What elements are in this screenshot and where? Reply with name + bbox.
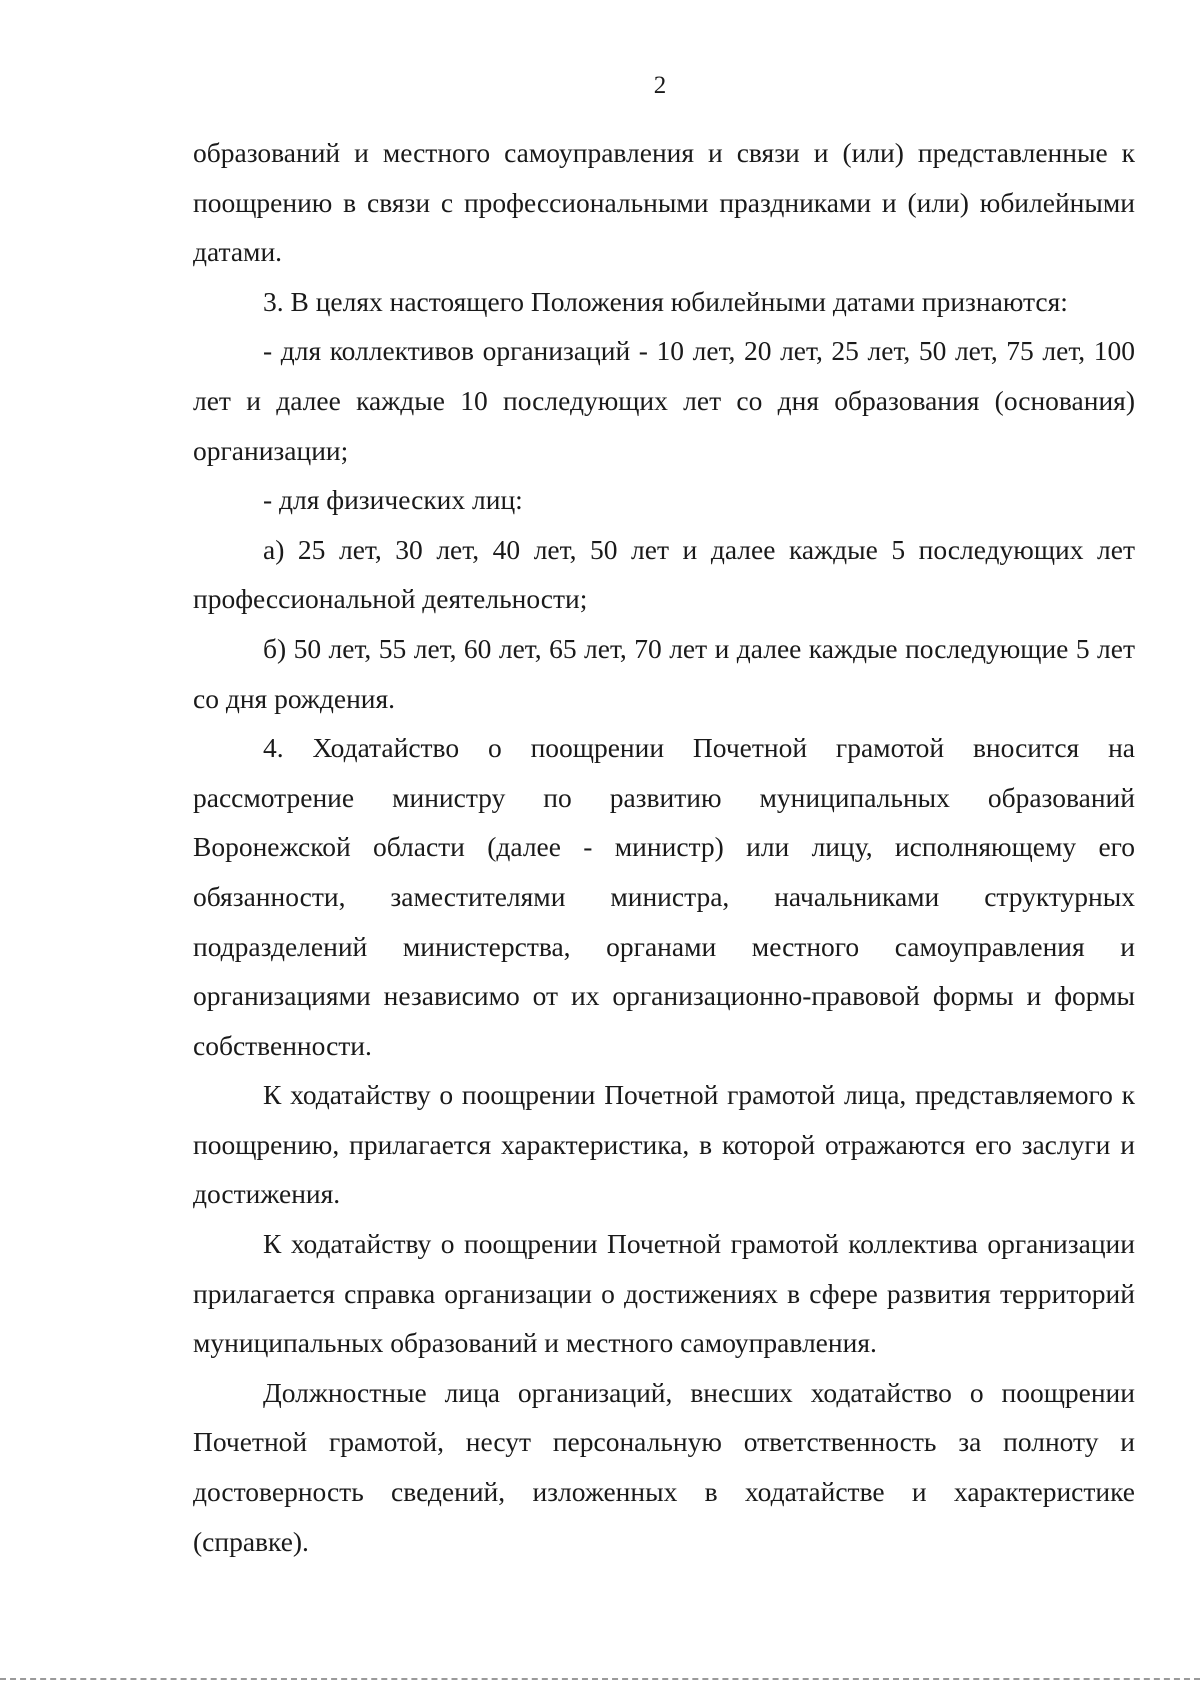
paragraph-responsibility: Должностные лица организаций, внесших ходатайство о поощрении Почетной грамотой, несут персональную ответственность за полноту и достоверность сведений, изложенных в ходатайстве и характеристике (справке). (193, 1376, 1135, 1557)
paragraph-item-b: б) 50 лет, 55 лет, 60 лет, 65 лет, 70 лет и далее каждые последующие 5 лет со дня рождения. (193, 632, 1135, 714)
paragraph-individuals: - для физических лиц: (263, 484, 523, 516)
paragraph-item-a: а) 25 лет, 30 лет, 40 лет, 50 лет и далее каждые 5 последующих лет профессиональной деятельности; (193, 533, 1135, 615)
paragraph-organizations: - для коллективов организаций - 10 лет, 20 лет, 25 лет, 50 лет, 75 лет, 100 лет и далее каждые 10 последующих лет со дня образования (основания) организации; (193, 335, 1135, 466)
scan-edge-line (0, 1678, 1200, 1680)
paragraph-clause-3: 3. В целях настоящего Положения юбилейными датами признаются: (263, 285, 1068, 317)
paragraph-reference: К ходатайству о поощрении Почетной грамотой коллектива организации прилагается справка организации о достижениях в сфере развития территорий муниципальных образований и местного самоуправления. (193, 1228, 1135, 1359)
paragraph-characteristic: К ходатайству о поощрении Почетной грамотой лица, представляемого к поощрению, прилагается характеристика, в которой отражаются его заслуги и достижения. (193, 1079, 1135, 1210)
page-number: 2 (653, 72, 667, 99)
paragraph-continuation: образований и местного самоуправления и связи и (или) представленные к поощрению в связи с профессиональными праздниками и (или) юбилейными датами. (193, 137, 1135, 268)
document-body (193, 128, 1135, 1566)
paragraph-clause-4: 4. Ходатайство о поощрении Почетной грамотой вносится на рассмотрение министру по развитию муниципальных образований Воронежской области (далее - министр) или лицу, исполняющему его обязанности, заместителями министра, начальниками структурных подразделений министерства, органами местного самоуправления и организациями независимо от их организационно-правовой формы и формы собственности. (193, 732, 1135, 1061)
